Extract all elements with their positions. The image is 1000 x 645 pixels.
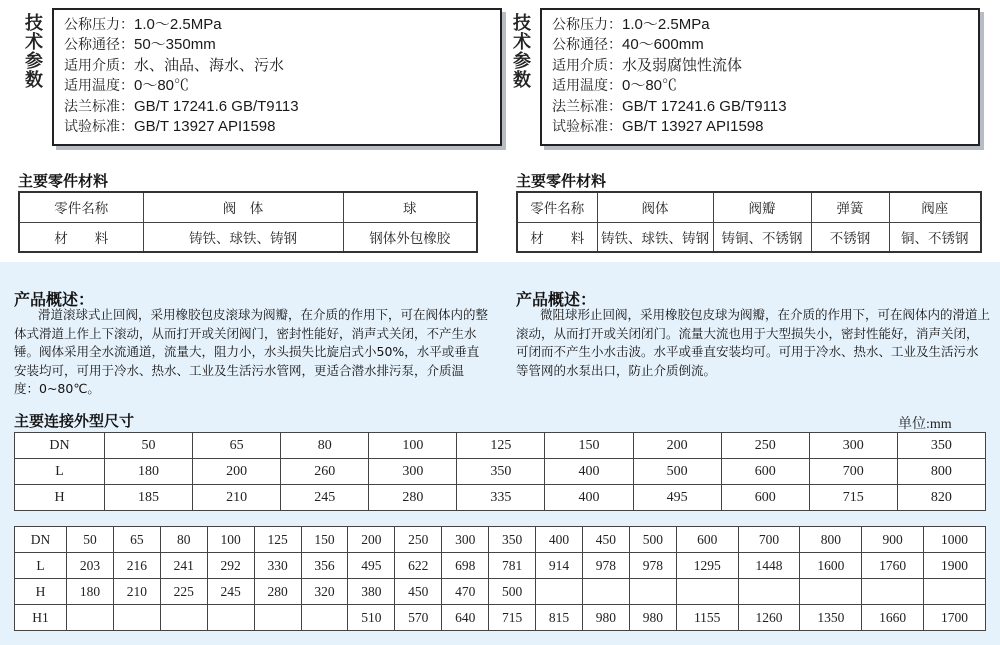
table-cell: 280	[254, 579, 301, 605]
parts-title-left: 主要零件材料	[18, 172, 109, 190]
table-cell: 350	[897, 433, 985, 459]
spec-key: 试验标准：	[552, 119, 622, 136]
table-cell: 80	[160, 527, 207, 553]
table-cell: 1260	[738, 605, 800, 631]
table-cell	[676, 579, 738, 605]
spec-label-char: 数	[25, 70, 43, 91]
spec-key: 公称通径：	[64, 37, 134, 54]
spec-value: GB/T 17241.6 GB/T9113	[622, 97, 787, 115]
spec-box	[52, 8, 502, 146]
table-cell: 600	[721, 485, 809, 511]
table-cell: 380	[348, 579, 395, 605]
dims-title: 主要连接外型尺寸	[14, 412, 135, 430]
table-cell: 125	[254, 527, 301, 553]
dims-table-1	[14, 432, 986, 511]
table-cell: 100	[207, 527, 254, 553]
table-cell	[862, 579, 924, 605]
table-cell: 400	[536, 527, 583, 553]
table-cell: 300	[442, 527, 489, 553]
table-row	[15, 553, 986, 579]
spec-label-char: 技	[513, 13, 531, 34]
table-cell: 280	[369, 485, 457, 511]
parts-cell: 铸铁、球铁、铸钢	[597, 222, 713, 252]
table-cell: 292	[207, 553, 254, 579]
table-cell: 700	[809, 459, 897, 485]
parts-table-right	[516, 191, 982, 253]
table-cell	[536, 579, 583, 605]
table-cell: 600	[676, 527, 738, 553]
spec-key: 法兰标准：	[64, 98, 134, 115]
spec-value: 水及弱腐蚀性流体	[622, 56, 743, 74]
parts-header-cell: 零件名称	[19, 192, 143, 222]
table-cell: 250	[721, 433, 809, 459]
parts-cell: 钢体外包橡胶	[343, 222, 477, 252]
table-cell: 980	[582, 605, 629, 631]
table-cell: 980	[629, 605, 676, 631]
parts-table-left	[18, 191, 478, 253]
spec-value: 1.0～2.5MPa	[134, 16, 222, 33]
table-cell: 781	[489, 553, 536, 579]
spec-key: 法兰标准：	[552, 98, 622, 115]
table-cell: 400	[545, 459, 633, 485]
table-cell: 50	[67, 527, 114, 553]
spec-value: 0～80℃	[134, 77, 190, 95]
table-cell: 210	[193, 485, 281, 511]
table-cell: 200	[193, 459, 281, 485]
table-cell: 335	[457, 485, 545, 511]
table-cell: 200	[633, 433, 721, 459]
spec-value: GB/T 13927 API1598	[134, 118, 276, 136]
overview-title-right: 产品概述：	[516, 290, 597, 309]
spec-row	[552, 35, 978, 55]
parts-header-cell: 阀瓣	[713, 192, 811, 222]
table-cell: 815	[536, 605, 583, 631]
table-cell: 715	[809, 485, 897, 511]
table-cell: 400	[545, 485, 633, 511]
table-cell: 622	[395, 553, 442, 579]
spec-label	[512, 14, 532, 90]
overview-text-right: 微阻球形止回阀，采用橡胶包皮球为阀瓣，在介质的作用下，可在阀体内的滑道上滚动，从而打开或关闭闭门。流量大流也用于大型损失小，密封性能好，消声关闭，可闭而不产生小水击波。水平或垂直安装均可。可用于冷水、热水、工业及生活污水等管网的水泵出口，防止介质倒流。	[516, 307, 991, 378]
spec-label-char: 术	[25, 32, 43, 53]
table-cell: 1155	[676, 605, 738, 631]
spec-row	[64, 15, 500, 35]
parts-cell: 铸铁、球铁、铸钢	[143, 222, 343, 252]
table-cell: 450	[582, 527, 629, 553]
row-label-cell: H	[15, 579, 67, 605]
table-cell: 1700	[924, 605, 986, 631]
table-cell: 500	[633, 459, 721, 485]
table-cell: 125	[457, 433, 545, 459]
spec-label-char: 参	[25, 51, 43, 72]
parts-header-cell: 阀体	[597, 192, 713, 222]
table-cell: 1900	[924, 553, 986, 579]
row-label-cell: DN	[15, 527, 67, 553]
spec-key: 适用温度：	[64, 78, 134, 95]
overview-text-left: 滑道滚球式止回阀，采用橡胶包皮滚球为阀瓣，在介质的作用下，可在阀体内的整体式滑道上作上下滚动，从而打开或关闭阀门，密封性能好，消声式关闭，不产生水锤。阀体采用全水流通道，流量大，阻力小，水头损失比旋启式小50%，水平或垂直安装均可，可用于冷水、热水、工业及生活污水管网，更适合潜水排污泵，介质温度：0~80℃。	[14, 307, 489, 397]
table-cell: 820	[897, 485, 985, 511]
table-row	[15, 485, 986, 511]
table-cell: 225	[160, 579, 207, 605]
spec-row	[64, 97, 500, 117]
spec-value: 50～350mm	[134, 36, 216, 54]
dims-table-2	[14, 526, 986, 631]
spec-value: GB/T 17241.6 GB/T9113	[134, 97, 299, 115]
table-cell: 350	[489, 527, 536, 553]
table-cell	[207, 605, 254, 631]
table-cell: 250	[395, 527, 442, 553]
table-cell: 1000	[924, 527, 986, 553]
parts-title-right: 主要零件材料	[516, 172, 607, 190]
spec-key: 适用介质：	[64, 57, 134, 74]
spec-row	[64, 56, 500, 76]
spec-key: 公称压力：	[64, 17, 134, 33]
parts-header-cell: 阀座	[889, 192, 981, 222]
row-label-cell: L	[15, 459, 105, 485]
table-cell: 700	[738, 527, 800, 553]
table-cell: 510	[348, 605, 395, 631]
spec-key: 公称通径：	[552, 37, 622, 54]
spec-label-char: 数	[513, 70, 531, 91]
table-cell: 500	[489, 579, 536, 605]
table-cell: 800	[800, 527, 862, 553]
spec-value: 水、油品、海水、污水	[134, 56, 285, 74]
parts-header-cell: 零件名称	[517, 192, 597, 222]
table-row	[15, 527, 986, 553]
table-cell	[800, 579, 862, 605]
table-cell: 180	[67, 579, 114, 605]
table-cell: 330	[254, 553, 301, 579]
table-cell: 1350	[800, 605, 862, 631]
spec-row	[64, 76, 500, 96]
spec-row	[552, 56, 978, 76]
table-cell: 185	[105, 485, 193, 511]
table-cell: 320	[301, 579, 348, 605]
table-cell: 450	[395, 579, 442, 605]
parts-cell: 铸铜、不锈钢	[713, 222, 811, 252]
table-cell: 100	[369, 433, 457, 459]
table-cell: 800	[897, 459, 985, 485]
table-row	[15, 579, 986, 605]
table-cell: 260	[281, 459, 369, 485]
table-cell	[924, 579, 986, 605]
table-cell: 570	[395, 605, 442, 631]
table-cell: 50	[105, 433, 193, 459]
spec-row	[64, 117, 500, 137]
spec-key: 适用温度：	[552, 78, 622, 95]
table-cell: 245	[207, 579, 254, 605]
table-cell	[582, 579, 629, 605]
spec-value: 40～600mm	[622, 36, 704, 54]
spec-value: 1.0～2.5MPa	[622, 16, 710, 33]
parts-header-cell: 阀 体	[143, 192, 343, 222]
spec-label-char: 技	[25, 13, 43, 34]
table-cell: 350	[457, 459, 545, 485]
table-cell: 245	[281, 485, 369, 511]
parts-cell: 铜、不锈钢	[889, 222, 981, 252]
table-cell	[67, 605, 114, 631]
table-cell: 65	[113, 527, 160, 553]
table-cell: 600	[721, 459, 809, 485]
spec-label-char: 术	[513, 32, 531, 53]
table-cell: 200	[348, 527, 395, 553]
unit-label: 单位:mm	[898, 417, 952, 432]
table-cell: 470	[442, 579, 489, 605]
spec-row	[552, 97, 978, 117]
table-cell: 715	[489, 605, 536, 631]
table-cell	[254, 605, 301, 631]
table-cell: 80	[281, 433, 369, 459]
table-cell: 1295	[676, 553, 738, 579]
table-cell: 978	[582, 553, 629, 579]
table-cell: 150	[301, 527, 348, 553]
row-label-cell: DN	[15, 433, 105, 459]
spec-label	[24, 14, 44, 90]
row-label-cell: H1	[15, 605, 67, 631]
table-cell: 65	[193, 433, 281, 459]
table-cell: 1448	[738, 553, 800, 579]
spec-box	[540, 8, 980, 146]
table-cell: 150	[545, 433, 633, 459]
table-cell: 914	[536, 553, 583, 579]
table-cell: 1660	[862, 605, 924, 631]
spec-key: 公称压力：	[552, 17, 622, 33]
table-cell	[160, 605, 207, 631]
table-cell: 500	[629, 527, 676, 553]
table-cell: 900	[862, 527, 924, 553]
table-cell: 640	[442, 605, 489, 631]
table-cell: 495	[348, 553, 395, 579]
overview-title-left: 产品概述：	[14, 290, 95, 309]
table-cell: 698	[442, 553, 489, 579]
table-cell: 180	[105, 459, 193, 485]
table-cell: 203	[67, 553, 114, 579]
table-cell	[113, 605, 160, 631]
table-cell	[738, 579, 800, 605]
spec-value: 0～80℃	[622, 77, 678, 95]
spec-row	[552, 117, 978, 137]
table-cell	[301, 605, 348, 631]
table-cell: 300	[369, 459, 457, 485]
table-cell: 356	[301, 553, 348, 579]
table-cell: 300	[809, 433, 897, 459]
table-cell: 1600	[800, 553, 862, 579]
parts-cell: 不锈钢	[811, 222, 889, 252]
table-cell: 978	[629, 553, 676, 579]
parts-cell: 材 料	[19, 222, 143, 252]
table-row	[15, 605, 986, 631]
row-label-cell: H	[15, 485, 105, 511]
table-cell: 210	[113, 579, 160, 605]
table-row	[15, 459, 986, 485]
table-cell: 216	[113, 553, 160, 579]
table-row	[15, 433, 986, 459]
spec-row	[552, 76, 978, 96]
parts-cell: 材 料	[517, 222, 597, 252]
table-cell: 241	[160, 553, 207, 579]
spec-key: 适用介质：	[552, 57, 622, 74]
parts-header-cell: 球	[343, 192, 477, 222]
spec-value: GB/T 13927 API1598	[622, 118, 764, 136]
spec-label-char: 参	[513, 51, 531, 72]
spec-row	[552, 15, 978, 35]
table-cell	[629, 579, 676, 605]
spec-row	[64, 35, 500, 55]
table-cell: 495	[633, 485, 721, 511]
spec-key: 试验标准：	[64, 119, 134, 136]
row-label-cell: L	[15, 553, 67, 579]
table-cell: 1760	[862, 553, 924, 579]
parts-header-cell: 弹簧	[811, 192, 889, 222]
